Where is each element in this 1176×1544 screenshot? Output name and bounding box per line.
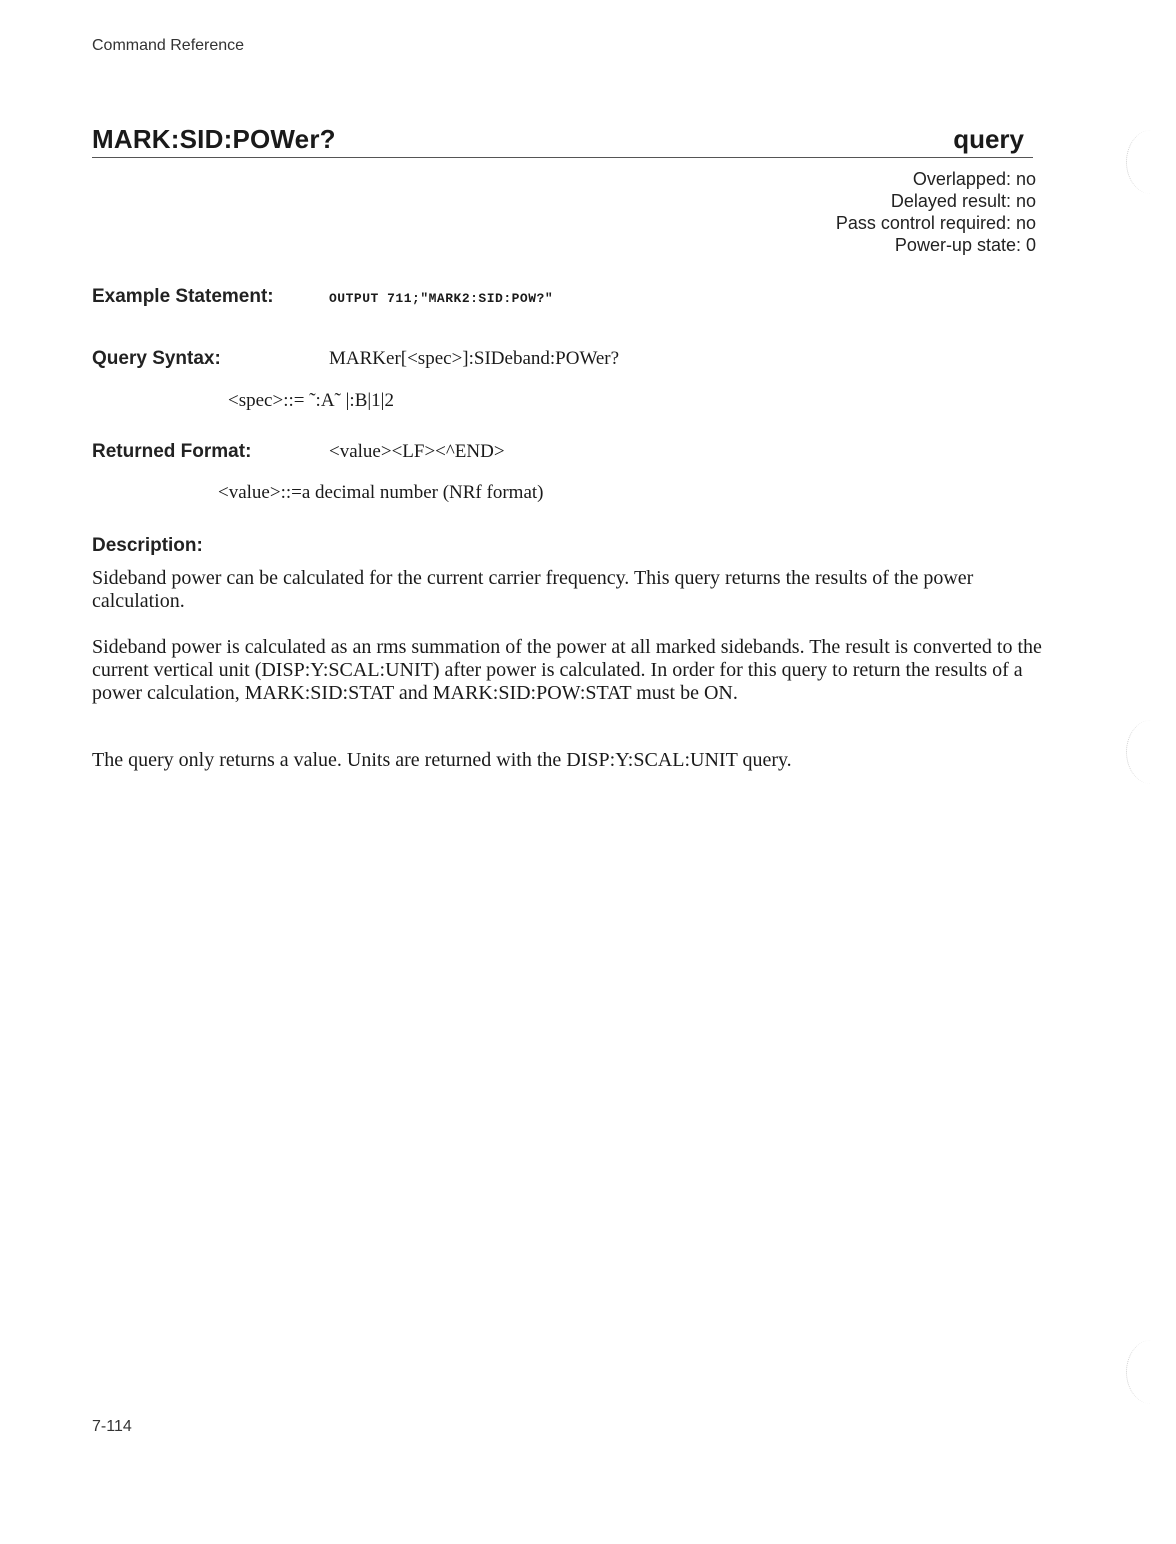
punch-hole <box>1126 720 1176 784</box>
command-properties <box>836 168 1036 256</box>
description-paragraph: Sideband power is calculated as an rms summation of the power at all marked sidebands. The result is converted to the current vertical unit (DISP:Y:SCAL:UNIT) after power is calculated. In order for this query to return the results of a power calculation, MARK:SID:STAT and MARK:SID:POW:STAT must be ON. <box>92 636 1042 704</box>
example-statement: OUTPUT 711;"MARK2:SID:POW?" <box>329 291 554 306</box>
punch-hole <box>1126 1340 1176 1404</box>
returned-format: <value><LF><^END> <box>329 441 505 462</box>
power-up-state-property: Power-up state: 0 <box>894 235 1036 255</box>
description-label: Description: <box>92 535 203 556</box>
description-paragraph: Sideband power can be calculated for the current carrier frequency. This query returns the results of the power calculation. <box>92 567 974 612</box>
spec-definition: <spec>::= ˜:A˜ |:B|1|2 <box>228 390 394 411</box>
running-head: Command Reference <box>92 37 245 54</box>
example-label: Example Statement: <box>92 286 274 307</box>
returned-format-label: Returned Format: <box>92 441 252 462</box>
title-rule <box>92 157 1033 158</box>
page-title: MARK:SID:POWer? <box>92 124 336 154</box>
punch-hole <box>1126 130 1176 194</box>
page-number: 7-114 <box>92 1418 132 1435</box>
query-syntax-label: Query Syntax: <box>92 348 221 369</box>
description-paragraph: The query only returns a value. Units are returned with the DISP:Y:SCAL:UNIT query. <box>92 749 792 771</box>
delayed-result-property: Delayed result: no <box>890 191 1036 211</box>
query-syntax: MARKer[<spec>]:SIDeband:POWer? <box>329 348 620 369</box>
command-type: query <box>953 124 1024 154</box>
overlapped-property: Overlapped: no <box>912 169 1036 189</box>
pass-control-property: Pass control required: no <box>835 213 1036 233</box>
value-definition: <value>::=a decimal number (NRf format) <box>218 482 544 503</box>
